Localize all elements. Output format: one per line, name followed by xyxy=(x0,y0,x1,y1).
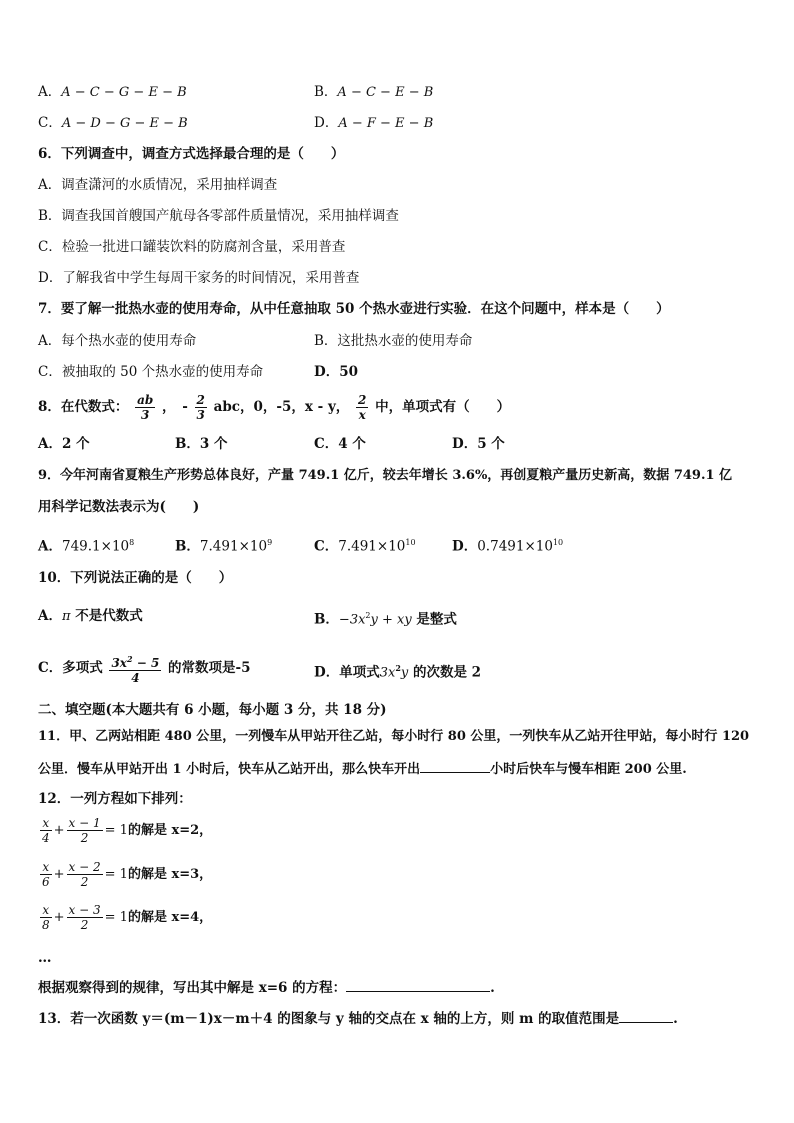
fraction xyxy=(67,816,103,845)
numerator: 2 xyxy=(196,393,205,407)
option-label: D． xyxy=(452,538,478,555)
q5-option-a xyxy=(38,82,187,103)
q9-stem-line1: 9．今年河南省夏粮生产形势总体良好，产量 749.1 亿斤，较去年增长 3.6%，再创夏粮产量历史新高，数据 749.1 亿 xyxy=(38,468,733,483)
q5-option-c xyxy=(38,113,188,134)
fraction-2-over-3 xyxy=(195,393,207,422)
numerator: x − 1 xyxy=(68,816,101,830)
option-math: A − F − E − B xyxy=(338,116,434,131)
q7-stem: 7．要了解一批热水壶的使用寿命，从中任意抽取 50 个热水壶进行实验．在这个问题中，样本是（ ） xyxy=(38,301,670,317)
q6-stem: 6．下列调查中，调查方式选择最合理的是（ ） xyxy=(38,146,345,162)
stem-text: . xyxy=(673,1011,678,1027)
q7-option-b: B．这批热水壶的使用寿命 xyxy=(314,333,473,349)
exponent: 9 xyxy=(267,538,273,547)
denominator: 2 xyxy=(80,875,89,889)
fraction xyxy=(40,903,52,932)
q11-stem-line2 xyxy=(38,758,687,780)
fraction-2-over-x xyxy=(356,393,368,422)
stem-text: 公里．慢车从甲站开出 1 小时后，快车从乙站开出，那么快车开出 xyxy=(38,762,421,777)
answer-blank[interactable] xyxy=(346,977,490,992)
option-label: B． xyxy=(314,611,339,628)
option-math: y xyxy=(400,665,409,681)
stem-text: 小时后快车与慢车相距 200 公里. xyxy=(490,762,687,777)
option-math: 3x xyxy=(379,665,396,681)
q12-ellipsis: … xyxy=(38,950,52,966)
q6-option-b: B．调查我国首艘国产航母各零部件质量情况，采用抽样调查 xyxy=(38,208,399,224)
exponent: 2 xyxy=(365,611,371,620)
numerator: x xyxy=(40,903,52,918)
option-math: π xyxy=(61,609,71,624)
denominator: 4 xyxy=(131,671,140,685)
q12-equation-2: $\frac{x}{6}$ + $\frac{x - 2}{2}$ = 1的解是 x=3， xyxy=(42,860,213,889)
exponent: 10 xyxy=(405,538,416,547)
q9-option-b xyxy=(175,533,272,557)
denominator: 2 xyxy=(80,918,89,932)
exponent: 10 xyxy=(552,538,564,547)
q10-option-a xyxy=(38,606,143,627)
option-label: D． xyxy=(314,115,339,131)
stem-text: 8．在代数式： xyxy=(38,399,129,415)
option-label: A． xyxy=(38,538,62,555)
q7-option-d: D．50 xyxy=(314,364,358,380)
equation-solution: 的解是 x=4， xyxy=(127,910,213,925)
numerator: 2 xyxy=(358,393,367,407)
q10-stem: 10．下列说法正确的是（ ） xyxy=(38,570,233,586)
exponent: 8 xyxy=(129,538,135,547)
option-text: 不是代数式 xyxy=(70,608,143,624)
option-label: B． xyxy=(314,84,338,100)
denominator: 6 xyxy=(42,875,50,889)
option-math: 0.7491×10 xyxy=(477,538,553,555)
exponent: 2 xyxy=(395,663,401,673)
denominator: 3 xyxy=(141,408,150,422)
q9-option-a xyxy=(38,533,134,557)
numerator: x − 2 xyxy=(68,860,101,874)
fraction xyxy=(40,816,52,845)
q6-option-a: A．调查潇河的水质情况，采用抽样调查 xyxy=(38,177,278,193)
option-math: A − D − G − E − B xyxy=(61,116,188,131)
q9-option-d xyxy=(452,533,563,557)
numerator-part: − 5 xyxy=(132,656,160,670)
option-text: 的常数项是-5 xyxy=(168,660,251,676)
stem-text: ， - xyxy=(161,399,188,415)
stem-text: abc，0，-5，x - y， xyxy=(213,399,350,415)
q8-option-b: B．3 个 xyxy=(175,436,228,452)
stem-text: 13．若一次函数 y＝(m－1)x－m＋4 的图象与 y 轴的交点在 x 轴的上方，则 m 的取值范围是 xyxy=(38,1011,620,1027)
fraction xyxy=(67,860,103,889)
q8-option-d: D．5 个 xyxy=(452,436,505,452)
option-label: C．多项式 xyxy=(38,660,103,676)
q5-option-b xyxy=(314,82,433,103)
option-label: A． xyxy=(38,608,62,624)
q8-option-a: A．2 个 xyxy=(38,436,90,452)
numerator xyxy=(109,652,161,671)
q7-option-a: A．每个热水壶的使用寿命 xyxy=(38,333,197,349)
q6-option-d: D．了解我省中学生每周干家务的时间情况，采用普查 xyxy=(38,270,360,286)
numerator: x xyxy=(40,860,52,875)
option-label: C． xyxy=(314,538,339,555)
numerator: x − 3 xyxy=(68,903,101,917)
denominator: x xyxy=(358,408,366,422)
option-math: 7.491×10 xyxy=(338,538,406,555)
equation-solution: 的解是 x=3， xyxy=(127,867,213,882)
fraction xyxy=(67,903,103,932)
q12-equation-3: $\frac{x}{8}$ + $\frac{x - 3}{2}$ = 1的解是 x=4， xyxy=(42,903,213,932)
exponent: 2 xyxy=(126,654,133,664)
equation-rhs: = 1 xyxy=(104,823,128,838)
option-label: D．单项式 xyxy=(314,664,380,681)
numerator: x xyxy=(40,816,52,831)
q12-ask xyxy=(38,977,495,998)
option-math: −3x xyxy=(338,612,366,628)
fraction xyxy=(40,860,52,889)
option-label: A． xyxy=(38,84,62,100)
q9-stem-line2: 用科学记数法表示为( ) xyxy=(38,499,200,515)
answer-blank[interactable] xyxy=(619,1008,673,1023)
q6-option-c: C．检验一批进口罐装饮料的防腐剂含量，采用普查 xyxy=(38,239,346,255)
numerator: ab xyxy=(137,393,154,407)
fraction-ab-over-3 xyxy=(135,393,155,422)
option-math: A − C − G − E − B xyxy=(61,85,187,100)
equation-rhs: = 1 xyxy=(104,867,128,882)
option-label: C． xyxy=(38,115,62,131)
stem-text: . xyxy=(490,980,495,996)
denominator: 3 xyxy=(196,408,205,422)
option-label: B． xyxy=(175,538,200,555)
equation-solution: 的解是 x=2， xyxy=(127,823,213,838)
q12-stem: 12．一列方程如下排列： xyxy=(38,791,192,807)
equation-rhs: = 1 xyxy=(104,910,128,925)
q10-option-d xyxy=(314,658,481,684)
numerator-part: 3x xyxy=(111,656,127,670)
q7-option-c: C．被抽取的 50 个热水壶的使用寿命 xyxy=(38,364,264,380)
denominator: 4 xyxy=(42,831,50,845)
option-math: 7.491×10 xyxy=(199,538,268,555)
option-text: 的次数是 2 xyxy=(408,664,482,681)
q10-option-b xyxy=(314,606,457,631)
q13-stem xyxy=(38,1008,678,1029)
stem-text: 中，单项式有（ ） xyxy=(375,399,511,415)
q9-option-c xyxy=(314,533,416,557)
option-math: y + xy xyxy=(370,612,412,628)
q11-stem-line1: 11．甲、乙两站相距 480 公里，一列慢车从甲站开往乙站，每小时行 80 公里，一列快车从乙站开往甲站，每小时行 120 xyxy=(38,729,750,744)
denominator: 8 xyxy=(42,918,50,932)
denominator: 2 xyxy=(80,831,89,845)
q12-equation-1: $\frac{x}{4}$ + $\frac{x - 1}{2}$ = 1的解是 x=2， xyxy=(42,816,213,845)
fraction-polynomial xyxy=(109,652,161,685)
option-math: A − C − E − B xyxy=(337,85,434,100)
stem-text: 根据观察得到的规律，写出其中解是 x=6 的方程： xyxy=(38,980,347,996)
option-text: 是整式 xyxy=(411,611,457,628)
q8-stem xyxy=(38,387,510,427)
option-math: 749.1×10 xyxy=(61,538,130,555)
answer-blank[interactable] xyxy=(420,758,490,773)
q10-option-c xyxy=(38,648,251,688)
q5-option-d xyxy=(314,113,433,134)
q8-option-c: C．4 个 xyxy=(314,436,366,452)
section-title: 二、填空题(本大题共有 6 小题，每小题 3 分，共 18 分) xyxy=(38,702,387,718)
